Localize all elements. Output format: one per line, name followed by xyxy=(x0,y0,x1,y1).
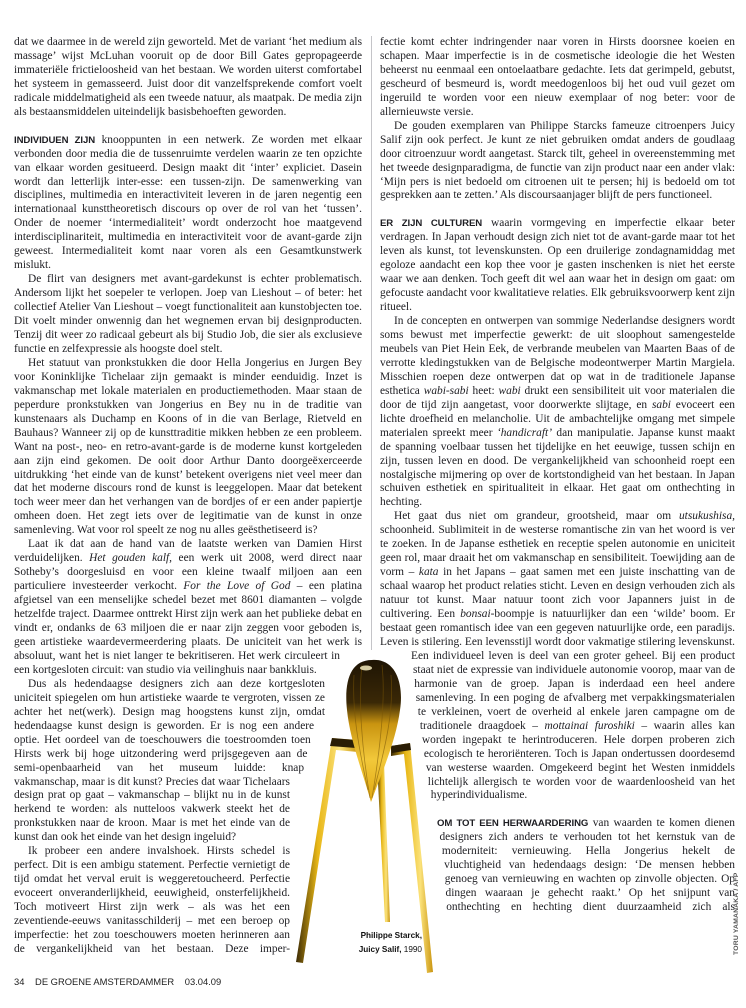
italic-text: ‘handicraft’ xyxy=(496,426,552,439)
body-text: in het Japans – gaat samen met een juiste inschatting van de schaal waarop het product relaties sticht. Leven en design verhouden zich als natuur tot kunst. Maar natuur toont zich voor Japanners juist in de cultivering. Een xyxy=(380,566,736,621)
body-text: – waarin alles kan worden ingepakt te herintroduceren. Hele dorpen proberen zich ecologisch te heroriënteren. Toch is Japan ondertussen doordesemd van westerse waarden. Omgekeerd begint het Westen inmiddels lichtelijk allergisch te worden voor de waardenloosheid van het hyperindividualisme. xyxy=(421,719,736,802)
italic-text: sabi xyxy=(651,398,671,411)
caption-year: 1990 xyxy=(401,945,422,954)
body-text: evoceert een lichte droefheid en melancholie. Uit de ambachtelijke omgang met simpele materialen spreekt meer xyxy=(380,398,735,439)
section-lead-in: OM TOT EEN HERWAARDERING xyxy=(437,818,589,830)
body-text: dat we daarmee in de wereld zijn geworteld. Met de variant ‘het medium als massage’ wijst McLuhan vooruit op de door Bill Gates gepropageerde immateriële frictieloosheid van het bestaan. We worden uiterst comfortabel het systeem in gemasseerd. Juist door dit vanzelfsprekende comfort voelt radicale middelmatigheid als een tweede natuur, als maatpak. De media zijn als bestaansmiddelen uiteindelijk basisbehoeften geworden. xyxy=(14,36,362,118)
body-text: schoonheid. Sublimiteit in de westerse romantische zin van het woord is ver te zoeken. In de Japanse esthetiek en receptie spelen autonomie en uniciteit geen rol, maar draait het om vakmanschap en sensibiliteit. Toewijding aan de vorm – xyxy=(380,524,735,579)
body-text: In de concepten en ontwerpen van sommige Nederlandse designers wordt soms bewust met imperfectie gewerkt: de uit sloophout samengestelde meubels van Piet Hein Eek, de verbrande meubelen van Maarten Baas of de verrotte kledingstukken van de Belgische modeontwerper Martin Margiela. Misschien roepen deze ontwerpen dat op wat in de traditionele Japanse esthetica xyxy=(380,315,735,397)
body-text: Laat ik dat aan de hand van de laatste werken van Damien Hirst verduidelijken. xyxy=(14,538,362,565)
body-text: een werk uit 2008, werd direct naar Sotheby’s doorgesluisd en voor een kleine twaalf miljoen aan een particuliere investeerder verkocht. xyxy=(14,552,362,593)
italic-text: bonsai xyxy=(460,608,491,621)
juicer-leg-middle xyxy=(377,762,390,922)
column-divider xyxy=(371,36,372,650)
body-text: Dus als hedendaagse designers zich aan deze kortgesloten uniciteit spiegelen om hun artistieke waarde te vergroten, vissen ze achter het net(werk). Design mag hoogstens kunst zijn, omdat hedendaagse kunst design is geworden. Er is nog een andere optie. Het oordeel van de toeschouwers die toestroomden toen Hirsts werk bij hoge uitzondering werd prijsgegeven aan de semi-openbaarheid van het museum luidde: knap vakmanschap, maar is dit kunst? Precies dat waar Tichelaars design prat op gaat – vakmanschap – blijkt nu in de kunst herkend te worden: als nutteloos vakwerk steekt het de pronkstukken naar de kroon. Maar is met het einde van de kunst dan ook het einde van het design ingeluid? xyxy=(14,677,325,844)
photo-credit: TORU YAMANAKA / AFP xyxy=(733,872,740,955)
caption-title-line xyxy=(300,943,422,957)
paragraph xyxy=(14,357,362,538)
paragraph xyxy=(14,134,362,274)
body-text: dan manipulatie. Japanse kunst maakt de spanning voelbaar tussen het tijdelijke en het eeuwige, tussen schijn en zijn, tussen leven en dood. De vergankelijkheid van schoonheid roept een nostalgische mijmering op over de kortstondigheid van het bestaan. In Japan schuiven esthetiek en spiritualiteit in elkaar. Het gaat om onthechting in hechting. xyxy=(380,426,736,509)
body-text: – een platina afgietsel van een menselijke schedel bezet met 8601 diamanten – volgde hetzelfde traject. Daarmee onttrekt Hirst zijn werk aan het publieke debat en vindt er, ondanks de 63 miljoen die er naar zijn zeggen voor geboden is, geen artistieke waardevermeerdering plaats. De uniciteit van het werk is absoluut, want het is niet langer te bekritiseren. Het werk circuleert in een kortgesloten circuit: van studio via veilinghuis naar bankkluis. xyxy=(14,580,362,676)
photo-caption xyxy=(300,929,422,957)
italic-text: utsukushisa, xyxy=(678,510,735,523)
italic-text: Het gouden kalf, xyxy=(89,552,173,565)
body-text: waarin vormgeving en imperfectie elkaar beter verdragen. In Japan verhoudt design zich niet tot de avant-garde maar tot het leven als kunst, tot levenskunsten. Op een druilerige zondagnamiddag met egoloze aandacht een kop thee voor je gasten inschenken is niet het eerste waar we aan denken. Toch geeft dit wel aan waar het in design om gaat: om gefocuste aandacht voor kwalitatieve relaties. Elk gebruiksvoorwerp kent zijn ritueel. xyxy=(380,217,735,314)
italic-text: kata xyxy=(418,566,439,579)
paragraph xyxy=(380,315,735,510)
body-text: Ik probeer een andere invalshoek. Hirsts schedel is perfect. Dit is een ambigu statement. Perfectie vernietigt de tijd omdat het verval eruit is weggeretoucheerd. Perfectie evoceert onveranderlijkheid, eeuwigheid, onsterfelijkheid. Toch motiveert Hirst zijn werk – als was het een zeventiende-eeuws vanitasschilderij – met een beroep op imperfectie: het zou toeschouwers moeten herinneren aan de vergankelijkheid van het bestaan. Deze imper- xyxy=(14,845,290,955)
body-text: drukt een sensibiliteit uit voor materialen die door de tijd zijn aangetast, voor doorwerkte slijtage, en xyxy=(380,384,735,411)
juicer-head xyxy=(346,660,401,802)
body-text: van waarden te komen dienen designers zich anders te verhouden tot het kernstuk van de moderniteit: vernieuwing. Hella Jongerius hekelt de vluchtigheid van hedendaags design: ‘De mensen hebben genoeg van vernieuwing en wachten op zinvolle objecten. Op dingen waaraan je gehecht raakt.’ Op het snijpunt van onthechting en hechting dient duurzaamheid zich als xyxy=(439,817,735,914)
section-lead-in: ER ZIJN CULTUREN xyxy=(380,218,483,230)
issue-date: 03.04.09 xyxy=(184,976,222,987)
italic-text: wabi xyxy=(498,384,521,397)
italic-text: For the Love of God xyxy=(183,580,291,593)
body-text: knooppunten in een netwerk. Ze worden met elkaar verbonden door media die de tussenruimte verdelen waarin ze ten opzichte van elkaar worden gesitueerd. Design maakt dit ‘inter’ expliciet. Dasein wordt dan letterlijk inter-esse: een tussen-zijn. De samenwerking van disciplines, multimedia en interactiviteit leveren in de jaren negentig een internationaal kunsttheoretisch discours op over de rol van het ‘tussen’. Onder de noemer ‘intermedialiteit’ wordt onderzocht hoe maatgevend interdisciplinariteit, multimedia en interactiviteit voor de avant-garde zijn geweest. Intermedialiteit komt naar voren als een Gesamtkunstwerk mislukt. xyxy=(14,133,362,272)
italic-text: mottainai furoshiki xyxy=(544,719,635,732)
body-text: Het gaat dus niet om grandeur, grootsheid, maar om xyxy=(394,510,679,523)
publication-name: DE GROENE AMSTERDAMMER xyxy=(35,976,175,987)
juicer-highlight xyxy=(360,666,372,671)
italic-text: wabi-sabi xyxy=(423,384,469,397)
body-text: Het statuut van pronkstukken die door Hella Jongerius en Jurgen Bey voor Koninklijke Tichelaar zijn gemaakt is minder eenduidig. Inzet is vakmanschap met lokale materialen en productiemethoden. Maar staan de peperdure pronkstukken van Jongerius en Bey nu in de traditie van kunstenaars als Duchamp en Koons of in die van Berlage, Rietveld en Bauhaus? Wanneer zij op de kunsttraditie mikken hebben ze een probleem. Want na post-, neo- en retro-avant-garde is de moderne kunst kortgeleden aan zijn eind gekomen. De ooit door Arthur Danto doorgeëxerceerde uitdrukking ‘het einde van de kunst’ betekent overigens niet veel meer dan dat het moderne discours rond de kunst is leeggelopen. Maar dat betekent toch weer meer dan het verhangen van de bordjes of er een ander papiertje omheen doen. Het zegt iets over de legitimatie van de kunst in onze samenleving. Wat voor rol speelt ze nog nu alles geësthetiseerd is? xyxy=(14,356,362,537)
page-number: 34 xyxy=(14,976,25,987)
paragraph xyxy=(380,217,735,315)
body-text: -boompje is natuurlijker dan een ‘wilde’ boom. Er bestaat geen romantisch idee van een gegeven natuurlijke orde, een paradijs. Leven is stilering. Een levensstijl wordt door vakmatige stilering levenskunst. Een individueel leven is deel van een groter geheel. Bij een product staat niet de expressie van individuele autonomie voorop, maar van de harmonie van de groep. Japan is inderdaad een heel andere samenleving. In een poging de afvalberg met verpakkingsmaterialen te verkleinen, voert de overheid al enkele jaren campagne om de traditionele draagdoek – xyxy=(380,608,735,732)
body-text: De gouden exemplaren van Philippe Starcks fameuze citroenpers Juicy Salif zijn ook perfect. Je kunt ze niet gebruiken omdat anders de goudlaag door citroenzuur wordt aangetast. Starck tilt, geheel in overeenstemming met het tweede designparadigma, de functie van zijn product naar een ander vlak: ‘Mijn pers is niet bedoeld om citroenen uit te persen; hij is bedoeld om tot gesprekken aan te zetten.’ Als discoursaanjager blijft de pers functioneel. xyxy=(380,119,735,202)
body-text: heet: xyxy=(468,384,499,397)
body-text: fectie komt echter indringender naar voren in Hirsts doorsnee koeien en schapen. Maar imperfectie is in de cosmetische ideologie die het Westen beheerst nu eenmaal een ontoelaatbare gedachte. Iets dat gerimpeld, gebutst, gescheurd of besmeurd is, wordt meedogenloos bij het oud vuil gezet om ingeruild te worden voor een nieuw exemplaar of nog beter: voor de allernieuwste versie. xyxy=(380,36,735,118)
caption-title: Juicy Salif, xyxy=(358,945,402,954)
body-text: De flirt van designers met avant-gardekunst is echter problematisch. Andersom lijkt het soepeler te verlopen. Joep van Lieshout – of beter: het collectief Atelier Van Lieshout – voegt functionaliteit aan kunstobjecten toe. Dit voelt minder onwennig dan het wegnemen ervan bij designproducten. Tenzij dit weer zo radicaal gebeurt als bij Studio Job, die sier als exclusieve functie en zelfexpressie als hoogste doel stelt. xyxy=(14,273,362,355)
section-lead-in: INDIVIDUEN ZIJN xyxy=(14,134,96,146)
paragraph xyxy=(380,36,735,120)
paragraph xyxy=(380,120,735,204)
caption-designer: Philippe Starck, xyxy=(360,931,422,940)
page-footer xyxy=(14,976,229,987)
